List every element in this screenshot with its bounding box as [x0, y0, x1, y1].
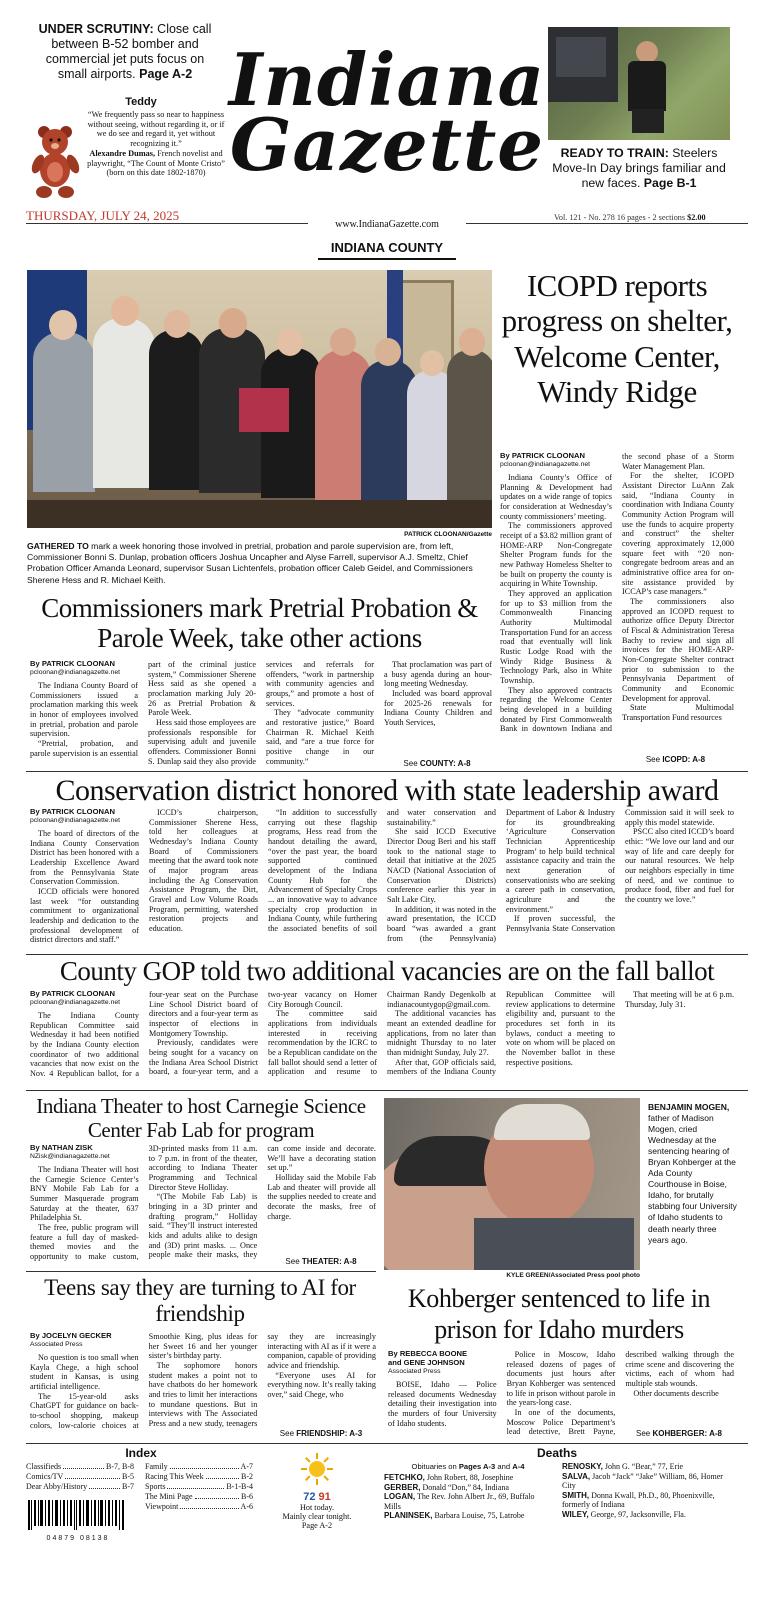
- teaser-text: Close call between B-52 bomber and commercial jet puts focus on small airports.: [45, 22, 212, 81]
- conservation-byline: By PATRICK CLOONAN: [30, 808, 115, 816]
- icopd-para: They also approved contracts regarding the Welcome Center being developed in a building donated by First Commonwealth Bank in downtown Indiana and the second phase of a Storm Water Management Plan.: [500, 452, 734, 734]
- weather-box[interactable]: [262, 1452, 372, 1530]
- theater-para: The Indiana Theater will host the Carnegie Science Center’s BNY Mobile Fab Lab for a Summer Masquerade program Saturday at the theater, 637 Philadelphia St.: [30, 1164, 139, 1223]
- gop-headline[interactable]: County GOP told two additional vacancies are on the fall ballot: [59, 956, 715, 986]
- gop-body: [30, 990, 734, 1086]
- obituaries-note[interactable]: Obituaries on Pages A-3 and A-4: [411, 1462, 525, 1471]
- conservation-para: She said ICCD Executive Director Doug Beri and his staff took to the national stage to detail that initiative at the 2025 NACD (National Association of Conservation Districts) conference earlier this year in Salt Lake City.: [387, 827, 496, 905]
- barcode-digits: 04879 08138: [46, 1535, 110, 1542]
- rule-5: [26, 1443, 748, 1444]
- gop-para: Previously, candidates were being sought for a vacancy on the Indiana Area School District board, a four-year term, and a two-year vacancy on Homer City Borough Council.: [149, 990, 377, 1077]
- death-entry[interactable]: LOGAN, The Rev. John Albert Jr., 69, Buffalo Mills: [384, 1492, 535, 1511]
- temp-high: 91: [318, 1491, 331, 1503]
- teddy-author-desc: French novelist and playwright, “The Count of Monte Cristo” (born on this date 1802-1870): [87, 148, 225, 178]
- index-title: Index: [125, 1446, 157, 1460]
- main-photo-credit: PATRICK CLOONAN/Gazette: [404, 531, 492, 538]
- masthead-rule-left: [26, 223, 308, 224]
- ai-para: The sophomore honors student makes a point not to have chatbots do her homework and tries to limit her interactions to mundane questions. But in interviews with The Associated Press and a new study, teenagers say they are increasingly interacting with AI as if it were a companion, capable of providing advice and friendship.: [148, 1332, 376, 1429]
- conservation-email[interactable]: pcloonan@indianagazette.net: [30, 816, 121, 824]
- ai-columns: [30, 1332, 376, 1438]
- icopd-body: [500, 452, 734, 766]
- kohberger-para: Police in Moscow, Idaho released dozens of pages of documents just hours after Bryan Kohberger was sentenced to life in prison without parole in the years-long case.: [506, 1350, 616, 1408]
- mogen-caption: BENJAMIN MOGEN, father of Madison Mogen, cried Wednesday at the sentencing hearing of Bryan Kohberger at the Ada County Courthouse in Boise, Idaho, for brutally stabbing four University of Idaho students to death nearly three years ago.: [648, 1102, 737, 1245]
- teaser-left[interactable]: [30, 22, 220, 82]
- index-item[interactable]: Classifieds B-7, B-8: [26, 1462, 134, 1471]
- gop-para: The additional vacancies has meant an extended deadline for applications, from no later than midnight Thursday to no later than midnight Sunday, July 27.: [387, 1009, 496, 1058]
- icopd-headline[interactable]: ICOPD reports progress on shelter, Welcome Center, Windy Ridge: [501, 268, 733, 409]
- ai-jump[interactable]: See FRIENDSHIP: A-3: [279, 1429, 363, 1438]
- theater-body: [30, 1144, 376, 1268]
- theater-headline[interactable]: Indiana Theater to host Carnegie Science Center Fab Lab for program: [36, 1094, 366, 1142]
- rule-1: [26, 771, 748, 772]
- theater-columns: [30, 1144, 376, 1266]
- kohberger-para: Other documents describe: [633, 1388, 719, 1398]
- pretrial-body: [30, 660, 492, 770]
- ai-body: [30, 1332, 376, 1440]
- index-left: [26, 1462, 134, 1492]
- gop-email[interactable]: pcloonan@indianagazette.net: [30, 998, 121, 1006]
- death-entry[interactable]: PLANINSEK, Barbara Louise, 75, Latrobe: [384, 1511, 525, 1521]
- icopd-byline: By PATRICK CLOONAN: [500, 452, 585, 460]
- theater-byline: By NATHAN ZISK: [30, 1144, 93, 1152]
- website-link[interactable]: www.IndianaGazette.com: [335, 219, 439, 230]
- pretrial-columns: [30, 660, 492, 768]
- teaser-right-label: READY TO TRAIN:: [560, 146, 669, 160]
- index-item[interactable]: Viewpoint A-6: [145, 1502, 253, 1511]
- kohberger-byline1: By REBECCA BOONE: [388, 1350, 468, 1358]
- masthead-line1: Indiana: [228, 37, 546, 122]
- teaser-label: UNDER SCRUTINY:: [38, 22, 154, 36]
- teddy-author: Alexandre Dumas,: [89, 148, 156, 158]
- pretrial-para: They “advocate community and restorative justice,” Board Chairman R. Michael Keith said, and “are a true force for positive change in our community.”: [266, 708, 374, 766]
- rule-4: [26, 1271, 376, 1272]
- gop-para: After that, GOP officials said, members of the Indiana County Republican Committee will review applications to determine eligibility and, pursuant to the procedures set forth in its bylaws, conduct a meeting to vote on whom will be placed on the November ballot in these respective positions.: [387, 990, 615, 1077]
- barcode-icon: [28, 1500, 128, 1530]
- theater-para: “(The Mobile Fab Lab) is bringing in a 3D printer and drafting program,” Holliday said. “They’ll instruct interested kids and adults alike to design and (3D) print masks. ... Once people make their masks, they can come inside and decorate. We’ll have a decorating station set up.”: [148, 1144, 376, 1260]
- conservation-body: [30, 808, 734, 950]
- section-label: INDIANA COUNTY: [330, 240, 444, 255]
- index-item[interactable]: Dear Abby/History B-7: [26, 1482, 134, 1491]
- date-day: THURSDAY,: [26, 208, 98, 223]
- rule-3: [26, 1090, 748, 1091]
- icopd-para: Indiana County’s Office of Planning & Development had updates on a wide range of topics for consideration at Wednesday’s county commissioners’ meeting.: [500, 472, 612, 521]
- icopd-email[interactable]: pcloonan@indianagazette.net: [500, 460, 591, 468]
- masthead-title[interactable]: [228, 37, 546, 187]
- death-entry[interactable]: RENOSKY, John G. “Bear,” 77, Erie: [562, 1462, 684, 1471]
- conservation-para: “In addition to successfully carrying out these flagship programs, Hess read from the handout detailing the award, “over the past year, the board supported continued development of the Indiana County Hub for the Advancement of Specialty Crops ... an innovative way to advance specialty crop production in Indiana County, while furthering the associated benefits of soil and water conservation and sustainability.”: [268, 808, 496, 934]
- pretrial-para: That proclamation was part of a busy agenda during an hour-long meeting Wednesday.: [384, 660, 492, 689]
- ai-byline: By JOCELYN GECKER: [30, 1332, 112, 1340]
- icopd-para: They approved an application for up to $3 million from the Commonwealth Financing Authority Multimodal Transportation Fund for an access road that eventually will link Rustic Lodge Road with the Windy Ridge Business & Technology Park, also in White Township.: [500, 589, 612, 686]
- kohberger-para: In one of the documents, Moscow Police Department’s lead detective, Brett Payne, described walking through the crime scene and discovering the victims, each of whom had multiple stab wounds.: [506, 1350, 734, 1437]
- icopd-columns: [500, 452, 734, 752]
- theater-email[interactable]: NZisk@indianagazette.net: [30, 1152, 110, 1160]
- deaths-right: [562, 1462, 734, 1520]
- index-item[interactable]: Comics/TV B-5: [26, 1472, 134, 1481]
- ai-headline[interactable]: Teens say they are turning to AI for friendship: [44, 1275, 356, 1326]
- theater-para: The free, public program will feature a full day of masked-themed movies and the opportunity to make custom, 3D-printed masks from 11 a.m. to 7 p.m. in front of the theater, according to Indiana Theater Programming and Technical Director Steve Holliday.: [30, 1144, 258, 1262]
- deaths-title: Deaths: [536, 1446, 577, 1460]
- death-entry[interactable]: WILEY, George, 97, Jacksonville, Fla.: [562, 1509, 686, 1519]
- mogen-photo-credit: KYLE GREEN/Associated Press pool photo: [506, 1272, 640, 1279]
- icopd-para: The commissioners approved receipt of a $3.82 million grant of HOME-ARP Non-Congregate Shelter Program funds for the new Pathway Homeless Shelter to be built on property the county is acquiring in White Township.: [500, 521, 612, 589]
- theater-para: Holliday said the Mobile Fab Lab and theater will provide all the supplies needed to create and decorate the masks, free of charge.: [267, 1173, 376, 1221]
- teddy-quote: “We frequently pass so near to happiness without seeing, without regarding it, or if we do see and regard it, yet without recognizing it.”: [87, 110, 225, 149]
- icopd-para: State Multimodal Transportation Fund resources: [622, 703, 734, 723]
- kohberger-para: BOISE, Idaho — Police released documents Wednesday detailing their investigation into the murders of four University of Idaho students.: [388, 1379, 497, 1428]
- weather-page: Page A-2: [301, 1521, 333, 1530]
- temp-low: 72: [303, 1491, 316, 1503]
- kohberger-agency: Associated Press: [388, 1367, 441, 1375]
- pretrial-headline[interactable]: Commissioners mark Pretrial Probation & Parole Week, take other actions: [41, 593, 478, 653]
- kohberger-columns: [388, 1350, 734, 1438]
- death-entry[interactable]: SMITH, Donna Kwall, Ph.D., 80, Phoenixville, formerly of Indiana: [562, 1490, 715, 1510]
- index-item[interactable]: Racing This Week B-2: [145, 1472, 253, 1481]
- teddy-title: Teddy: [125, 96, 157, 108]
- icopd-jump[interactable]: See ICOPD: A-8: [645, 755, 706, 764]
- conservation-headline[interactable]: Conservation district honored with state leadership award: [55, 774, 719, 807]
- ai-para: No question is too small when Kayla Chege, a high school student in Kansas, is using artificial intelligence.: [30, 1352, 139, 1391]
- pretrial-para: “Pretrial, probation, and parole supervision is an essential part of the criminal justice system,” Commissioner Sherene Hess said as she opened a proclamation marking July 20-26 as Pretrial Probation & Parole Week.: [30, 660, 256, 758]
- conservation-para: If proven successful, the Pennsylvania State Conservation Commission said it will seek to apply this model statewide.: [506, 808, 734, 934]
- conservation-para: The board of directors of the Indiana County Conservation District has been honored with a Leadership Excellence Award from the Pennsylvania State Conservation Commission.: [30, 828, 139, 887]
- gop-para: The Indiana County Republican Committee said Wednesday it had been notified by the Indiana County election coordinator of two additional vacancies that now exist on the Nov. 4 Republican ballot, for a four-year seat on the Purchase Line School District board of directors and a four-year term as inspector of elections in Montgomery Township.: [30, 990, 258, 1078]
- conservation-para: ICCD officials were honored last week “for outstanding commitment to organizational leadership and dedication to the professional development of district directors and staff.”: [30, 887, 139, 945]
- teaser-page: Page A-2: [139, 67, 193, 81]
- pretrial-para: Hess said those employees are professionals responsible for supervising adult and juvenile offenders. Commissioner Bonni S. Dunlap said they also provide services and referrals for offenders, “work in partnership with community agencies and groups,” and promote a host of services.: [148, 660, 374, 766]
- teaser-right-text: Steelers Move-In Day brings familiar and new faces.: [552, 146, 726, 190]
- gop-para: The committee said applications from individuals interested in receiving recommendation by the ICRC to be a Republican candidate on the fall ballot should send a letter of application and resume to Chairman Randy Degenkolb at indianacountygop@gmail.com.: [268, 990, 496, 1077]
- main-photo-caption: GATHERED TO mark a week honoring those involved in pretrial, probation and parole supervision are, from left, Commissioner Bonni S. Dunlap, probation officers Joshua Uncapher and Alyse Farrell, supervisor A.J. Smeltz, Chief Probation Officer Amanda Leonard, supervisor Susan Lichtenfels, probation officer Caleb Geidel, and Commissioners Sherene Hess and R. Michael Keith.: [27, 541, 473, 585]
- ai-agency: Associated Press: [30, 1340, 83, 1348]
- conservation-para: PSCC also cited ICCD’s board ethic: “We love our land and our way of life and care deeply for our natural resources. We help our neighbors especially in time of need, and we continue to produce food, fiber and fuel for the country we love.”: [625, 827, 734, 905]
- index-right: [145, 1462, 253, 1512]
- death-entry[interactable]: SALVA, Jacob “Jack” “Jake” William, 86, Homer City: [562, 1471, 723, 1491]
- pretrial-byline: By PATRICK CLOONAN: [30, 660, 115, 668]
- main-photo[interactable]: [27, 270, 492, 528]
- teddy-bear-icon: [26, 122, 86, 202]
- gop-byline: By PATRICK CLOONAN: [30, 990, 115, 998]
- weather-line2: Mainly clear tonight.: [282, 1512, 352, 1521]
- death-entry[interactable]: GERBER, Donald “Don,” 84, Indiana: [384, 1482, 509, 1492]
- teaser-right-photo[interactable]: [548, 27, 730, 140]
- rule-2: [26, 954, 748, 955]
- gop-para: That meeting will be at 6 p.m. Thursday, July 31.: [625, 990, 734, 1009]
- date-line: [26, 208, 179, 224]
- kohberger-headline[interactable]: Kohberger sentenced to life in prison for Idaho murders: [407, 1284, 711, 1344]
- icopd-para: For the shelter, ICOPD Assistant Director LuAnn Zak said, “Indiana County in coordination with Indiana County Community Action Program will use the funds to acquire property and construct” the shelter covering approximately 12,000 square feet with “20 non-congregate bedroom areas and an administrative office area for on-site assistance provided by ICCAP’s case managers.”: [622, 471, 734, 597]
- conservation-columns: [30, 808, 734, 948]
- conservation-para: In addition, it was noted in the award presentation, the ICCD board “was awarded a grant from (the Pennsylvania) Department of Labor & Industry for its groundbreaking ‘Agriculture Conservation Technician Apprenticeship Program’ to help build technical assistance capacity and train the next generation of conservationists who are seeking a career path in conservation, agriculture and the environment.”: [387, 808, 615, 943]
- masthead-line2: Gazette: [229, 101, 545, 187]
- price: $2.00: [687, 213, 706, 222]
- theater-jump[interactable]: See THEATER: A-8: [285, 1257, 357, 1266]
- index-item[interactable]: Sports B-1-B-4: [145, 1482, 253, 1491]
- icopd-para: The commissioners also approved an ICOPD request to authorize office Deputy Director of Fiscal & Administration Teresa Bachy to review and sign all invoices for the HOME-ARP-Non-Congregate Shelter contract prior to submission to the Pennsylvania Department of Community and Economic Development for approval.: [622, 597, 734, 703]
- weather-line1: Hot today.: [299, 1503, 335, 1512]
- pretrial-para: The Indiana County Board of Commissioners issued a proclamation marking this week in honor of employees involved in pretrial, probation and parole supervision.: [30, 680, 138, 739]
- teddy-box: [26, 96, 226, 178]
- ai-para: “Everyone uses AI for everything now. It’s really taking over,” said Chege, who: [267, 1370, 376, 1400]
- kohberger-byline2: and GENE JOHNSON: [388, 1357, 465, 1367]
- edition-info: Vol. 121 - No. 278 16 pages - 2 sections $2.00: [554, 213, 706, 222]
- kohberger-body: [388, 1350, 734, 1440]
- index-item[interactable]: The Mini Page B-6: [145, 1492, 253, 1501]
- sun-icon: [300, 1452, 334, 1486]
- pretrial-jump[interactable]: See COUNTY: A-8: [403, 759, 471, 768]
- death-entry[interactable]: FETCHKO, John Robert, 88, Josephine: [384, 1473, 514, 1482]
- conservation-para: ICCD’s chairperson, Commissioner Sherene Hess, told her colleagues at Wednesday’s Indiana County Board of Commissioners meeting that the award took note of major program areas including the Ag Conservation Assistance Program, the Dirt, Gravel and Low Volume Roads Program, permitting, watershed restoration projects and education.: [149, 808, 258, 934]
- teaser-right[interactable]: [548, 146, 730, 190]
- ai-para: The 15-year-old asks ChatGPT for guidance on back-to-school shopping, makeup colors, low-calorie choices at Smoothie King, plus ideas for her Sweet 16 and her younger sister’s birthday party.: [30, 1332, 258, 1430]
- barcode: [28, 1500, 128, 1542]
- kohberger-jump[interactable]: See KOHBERGER: A-8: [636, 1429, 722, 1438]
- section-underline: [318, 258, 456, 260]
- masthead-rule-right: [466, 223, 748, 224]
- pretrial-email[interactable]: pcloonan@indianagazette.net: [30, 668, 121, 676]
- date-rest: JULY 24, 2025: [100, 208, 180, 223]
- teaser-right-page: Page B-1: [643, 175, 697, 190]
- index-item[interactable]: Family A-7: [145, 1462, 253, 1471]
- mogen-photo[interactable]: [384, 1098, 640, 1270]
- gop-columns: [30, 990, 734, 1084]
- pretrial-para: Included was board approval for 2025-26 renewals for Indiana County Children and Youth Services,: [384, 689, 492, 728]
- deaths-left: [384, 1473, 552, 1521]
